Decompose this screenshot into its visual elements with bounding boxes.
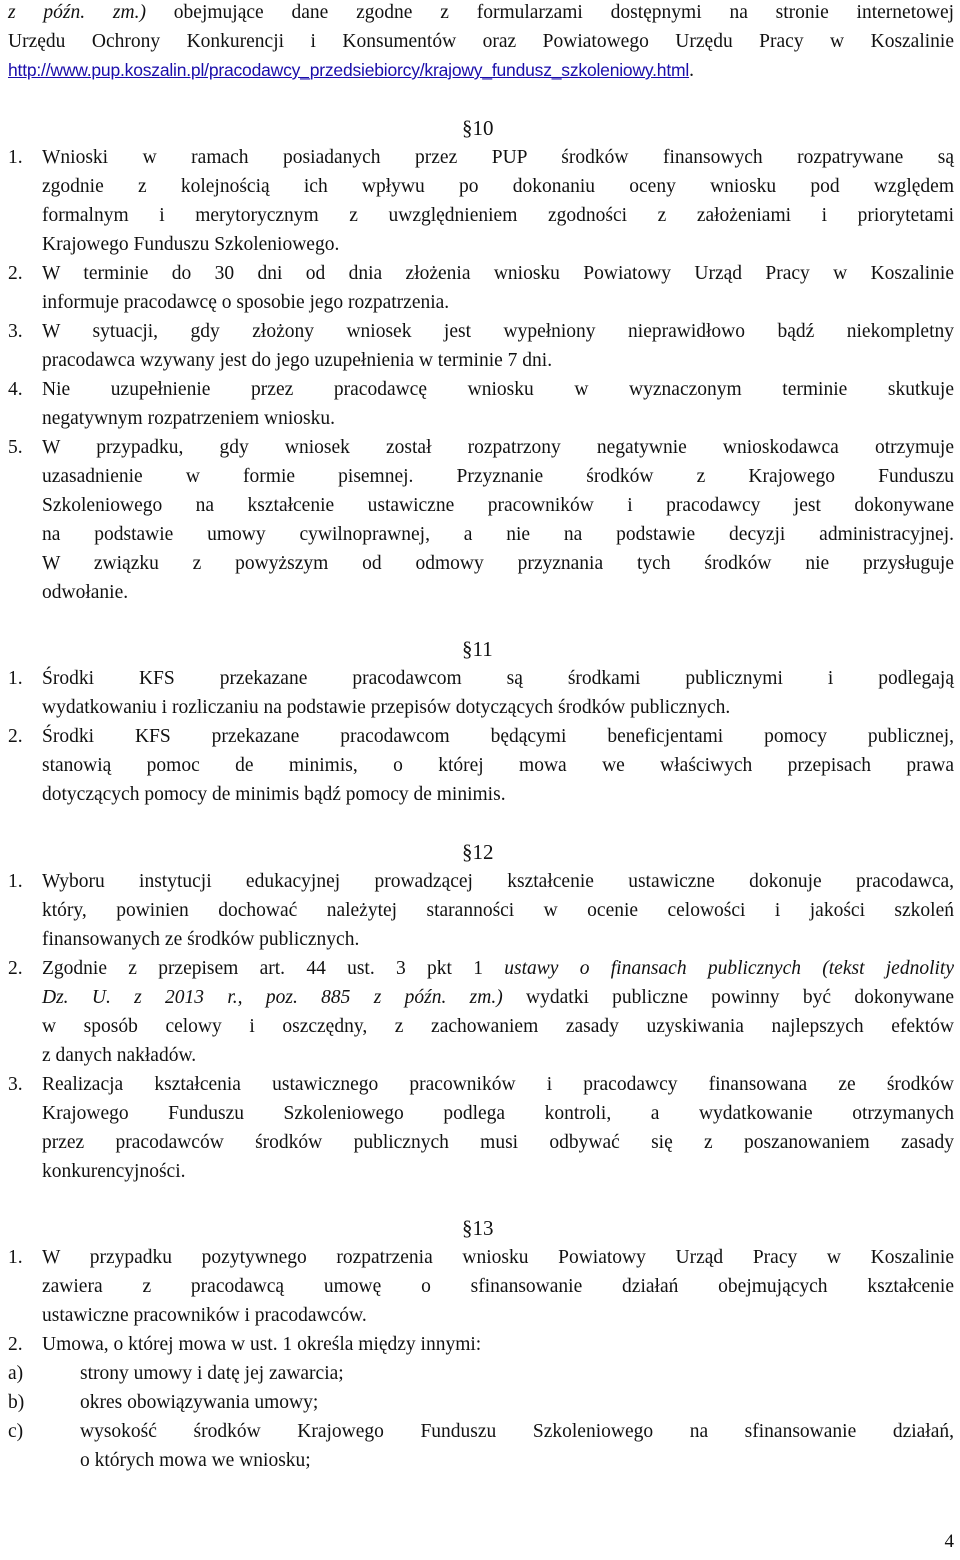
statute-citation-italic: Dz. U. z 2013 r., poz. 885 z późn. zm.): [42, 987, 503, 1008]
paragraph-number: 2.: [8, 263, 23, 284]
paragraph-line: przez pracodawców środków publicznych musi odbywać się z poszanowaniem zasady: [42, 1132, 954, 1153]
paragraph-line: W przypadku pozytywnego rozpatrzenia wniosku Powiatowy Urząd Pracy w Koszalinie: [42, 1247, 954, 1268]
paragraph-line: [42, 983, 954, 1012]
paragraph-line: na podstawie umowy cywilnoprawnej, a nie na podstawie decyzji administracyjnej.: [42, 524, 954, 545]
paragraph-number: 1.: [8, 668, 23, 689]
paragraph-line: stanowią pomoc de minimis, o której mowa we właściwych przepisach prawa: [42, 755, 954, 776]
paragraph-number: 4.: [8, 379, 23, 400]
list-item: wysokość środków Krajowego Funduszu Szkoleniowego na sfinansowanie działań,: [80, 1421, 954, 1442]
paragraph-line: dotyczących pomocy de minimis bądź pomocy de minimis.: [42, 784, 506, 805]
list-item: strony umowy i datę jej zawarcia;: [80, 1363, 344, 1384]
paragraph-line: odwołanie.: [42, 582, 129, 603]
list-item: o których mowa we wniosku;: [80, 1450, 311, 1471]
paragraph-number: 1.: [8, 147, 23, 168]
paragraph-line: w sposób celowy i oszczędny, z zachowaniem zasady uzyskiwania najlepszych efektów: [42, 1016, 954, 1037]
paragraph-line: W przypadku, gdy wniosek został rozpatrzony negatywnie wnioskodawca otrzymuje: [42, 437, 954, 458]
list-letter: b): [8, 1392, 25, 1413]
intro-line-2: Urzędu Ochrony Konkurencji i Konsumentów oraz Powiatowego Urzędu Pracy w Koszalinie: [8, 31, 954, 52]
paragraph-number: 3.: [8, 321, 23, 342]
paragraph-line: Nie uzupełnienie przez pracodawcę wniosku w wyznaczonym terminie skutkuje: [42, 379, 954, 400]
paragraph-line: W terminie do 30 dni od dnia złożenia wniosku Powiatowy Urząd Pracy w Koszalinie: [42, 263, 954, 284]
list-letter: c): [8, 1421, 24, 1442]
paragraph-line: zawiera z pracodawcą umowę o sfinansowanie działań obejmujących kształcenie: [42, 1276, 954, 1297]
list-letter: a): [8, 1363, 24, 1384]
paragraph-number: 3.: [8, 1074, 23, 1095]
section-12-heading: §12: [462, 840, 494, 864]
paragraph-line: konkurencyjności.: [42, 1161, 186, 1182]
paragraph-line: który, powinien dochować należytej staranności w ocenie celowości i jakości szkoleń: [42, 900, 954, 921]
paragraph-number: 2.: [8, 726, 23, 747]
page-number: 4: [944, 1531, 954, 1552]
paragraph-line: uzasadnienie w formie pisemnej. Przyznanie środków z Krajowego Funduszu: [42, 466, 954, 487]
paragraph-line: Wyboru instytucji edukacyjnej prowadzącej kształcenie ustawiczne dokonuje pracodawca,: [42, 871, 954, 892]
intro-text: obejmujące dane zgodne z formularzami dostępnymi na stronie internetowej: [145, 2, 955, 23]
paragraph-line: W związku z powyższym od odmowy przyznania tych środków nie przysługuje: [42, 553, 954, 574]
paragraph-line: Umowa, o której mowa w ust. 1 określa między innymi:: [42, 1334, 482, 1355]
paragraph-line: Wnioski w ramach posiadanych przez PUP środków finansowych rozpatrywane są: [42, 147, 954, 168]
paragraph-text: wydatki publiczne powinny być dokonywane: [502, 987, 954, 1008]
paragraph-number: 1.: [8, 1247, 23, 1268]
paragraph-number: 5.: [8, 437, 23, 458]
section-13-heading: §13: [462, 1216, 494, 1240]
paragraph-line: Krajowego Funduszu Szkoleniowego.: [42, 234, 340, 255]
paragraph-text: Zgodnie z przepisem art. 44 ust. 3 pkt 1: [42, 958, 505, 979]
paragraph-line: ustawiczne pracowników i pracodawców.: [42, 1305, 367, 1326]
paragraph-line: Krajowego Funduszu Szkoleniowego podlega kontroli, a wydatkowanie otrzymanych: [42, 1103, 954, 1124]
paragraph-line: finansowanych ze środków publicznych.: [42, 929, 360, 950]
statute-title-italic: ustawy o finansach publicznych (tekst jednolity: [504, 958, 954, 979]
link-period: .: [689, 60, 694, 81]
intro-line-1: [8, 0, 954, 27]
paragraph-line: Środki KFS przekazane pracodawcom są środkami publicznymi i podlegają: [42, 668, 954, 689]
section-11-heading: §11: [462, 637, 493, 661]
paragraph-line: formalnym i merytorycznym z uwzględnieniem zgodności z założeniami i priorytetami: [42, 205, 954, 226]
intro-line-3: [8, 56, 954, 85]
paragraph-line: z danych nakładów.: [42, 1045, 197, 1066]
paragraph-line: zgodnie z kolejnością ich wpływu po dokonaniu oceny wniosku pod względem: [42, 176, 954, 197]
citation-italic: z późn. zm.): [8, 2, 146, 23]
paragraph-number: 2.: [8, 958, 23, 979]
paragraph-line: [42, 954, 954, 983]
paragraph-line: Szkoleniowego na kształcenie ustawiczne pracowników i pracodawcy jest dokonywane: [42, 495, 954, 516]
paragraph-line: wydatkowaniu i rozliczaniu na podstawie przepisów dotyczących środków publicznych.: [42, 697, 731, 718]
paragraph-line: Realizacja kształcenia ustawicznego pracowników i pracodawcy finansowana ze środków: [42, 1074, 954, 1095]
paragraph-line: negatywnym rozpatrzeniem wniosku.: [42, 408, 335, 429]
paragraph-line: Środki KFS przekazane pracodawcom będącymi beneficjentami pomocy publicznej,: [42, 726, 954, 747]
paragraph-number: 1.: [8, 871, 23, 892]
section-10-heading: §10: [462, 116, 494, 140]
list-item: okres obowiązywania umowy;: [80, 1392, 319, 1413]
paragraph-line: W sytuacji, gdy złożony wniosek jest wypełniony nieprawidłowo bądź niekompletny: [42, 321, 954, 342]
paragraph-line: pracodawca wzywany jest do jego uzupełnienia w terminie 7 dni.: [42, 350, 553, 371]
paragraph-number: 2.: [8, 1334, 23, 1355]
paragraph-line: informuje pracodawcę o sposobie jego rozpatrzenia.: [42, 292, 450, 313]
kfs-link[interactable]: http://www.pup.koszalin.pl/pracodawcy_przedsiebiorcy/krajowy_fundusz_szkoleniowy.html: [8, 60, 690, 80]
